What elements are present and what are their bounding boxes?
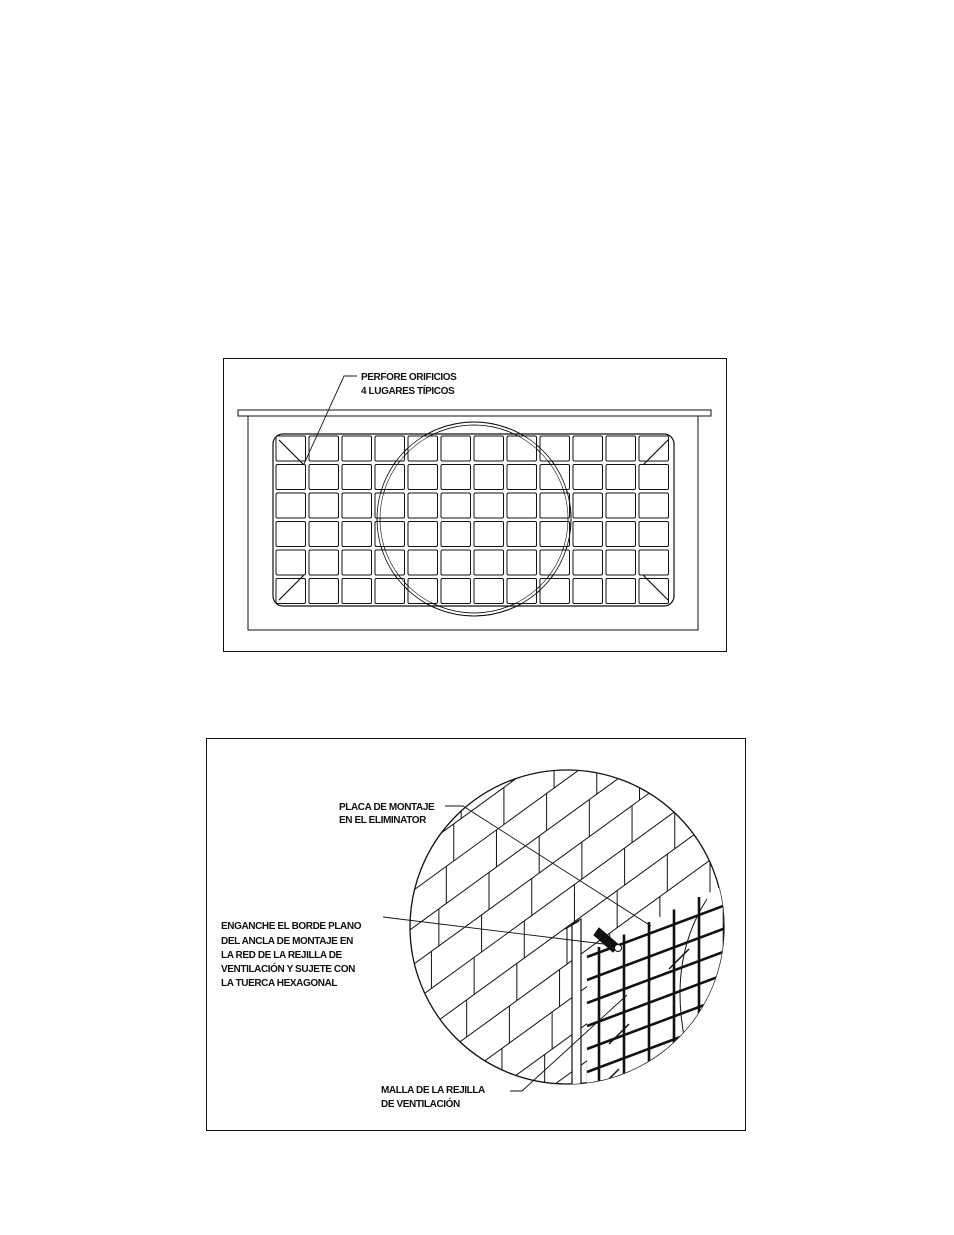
grille-cell xyxy=(441,550,471,575)
grille-cell xyxy=(540,579,570,604)
mesh-label: MALLA DE LA REJILLA DE VENTILACIÓN xyxy=(381,1085,485,1110)
mounting-detail-panel xyxy=(206,738,746,1131)
anchor-label: ENGANCHE EL BORDE PLANO DEL ANCLA DE MONTAJE EN LA RED DE LA REJILLA DE VENTILACIÓN Y SUJETE CON LA TUERCA HEXAGONAL xyxy=(221,921,362,989)
grille-cell xyxy=(441,436,471,461)
grille-cell xyxy=(639,579,669,604)
grille-cell xyxy=(342,522,372,547)
grille-cell xyxy=(474,579,504,604)
grille-cell xyxy=(441,522,471,547)
grille-cell xyxy=(375,436,405,461)
grille-cell xyxy=(606,522,636,547)
grille-cell xyxy=(540,436,570,461)
grille-cell xyxy=(276,465,306,490)
vent-grille-front-view-panel xyxy=(223,358,727,652)
grille-cell xyxy=(342,465,372,490)
mounting-detail-drawing xyxy=(207,739,744,1129)
grille-cell xyxy=(309,493,339,518)
bolt-end xyxy=(615,945,622,952)
grille-cell xyxy=(639,550,669,575)
grille-cell xyxy=(408,493,438,518)
grille-cell xyxy=(639,436,669,461)
grille-cell xyxy=(342,579,372,604)
grille-cell xyxy=(408,579,438,604)
grille-cell xyxy=(408,436,438,461)
grille-cell xyxy=(408,550,438,575)
grille-cell xyxy=(441,493,471,518)
grille-cell xyxy=(639,522,669,547)
grille-cell xyxy=(639,465,669,490)
grille-cell xyxy=(507,522,537,547)
grille-cell xyxy=(573,550,603,575)
grille-cell xyxy=(606,493,636,518)
grille-cell xyxy=(276,550,306,575)
anchor-bracket xyxy=(572,919,581,1099)
grille-cell xyxy=(474,465,504,490)
grille-cell xyxy=(573,579,603,604)
grille-cell xyxy=(342,436,372,461)
grille-cell xyxy=(309,579,339,604)
grille-cell xyxy=(408,465,438,490)
grille-cell xyxy=(309,436,339,461)
grille-cell xyxy=(606,436,636,461)
grille-cell xyxy=(276,436,306,461)
grille-cell xyxy=(507,465,537,490)
grille-cell xyxy=(606,465,636,490)
grille-cell xyxy=(375,550,405,575)
grille-cell xyxy=(606,550,636,575)
grille-cell xyxy=(408,522,438,547)
grille-cell xyxy=(507,550,537,575)
grille-cell xyxy=(474,550,504,575)
grille-cell xyxy=(639,493,669,518)
vent-grille-front-view-drawing xyxy=(224,359,725,650)
grille-cell xyxy=(441,579,471,604)
grille-cell xyxy=(573,522,603,547)
plate-label: PLACA DE MONTAJE EN EL ELIMINATOR xyxy=(339,802,435,826)
grille-cell xyxy=(276,522,306,547)
mounting-flange xyxy=(238,410,711,416)
grille-cell xyxy=(309,522,339,547)
grille-cell xyxy=(309,550,339,575)
drill-label: PERFORE ORIFICIOS 4 LUGARES TÍPICOS xyxy=(361,372,457,397)
grille-cell xyxy=(540,550,570,575)
grille-cell xyxy=(342,550,372,575)
grille-cell xyxy=(276,493,306,518)
grille-cell xyxy=(276,579,306,604)
grille-cell xyxy=(573,436,603,461)
grille-cell xyxy=(474,436,504,461)
grille-cell xyxy=(507,436,537,461)
grille-cell xyxy=(573,465,603,490)
grille-cell xyxy=(507,493,537,518)
grille-cell xyxy=(309,465,339,490)
grille-cell xyxy=(441,465,471,490)
grille-cell xyxy=(342,493,372,518)
grille-cell xyxy=(474,493,504,518)
grille-cell xyxy=(375,522,405,547)
grille-cell xyxy=(474,522,504,547)
grille-cell xyxy=(606,579,636,604)
grille-cell xyxy=(573,493,603,518)
